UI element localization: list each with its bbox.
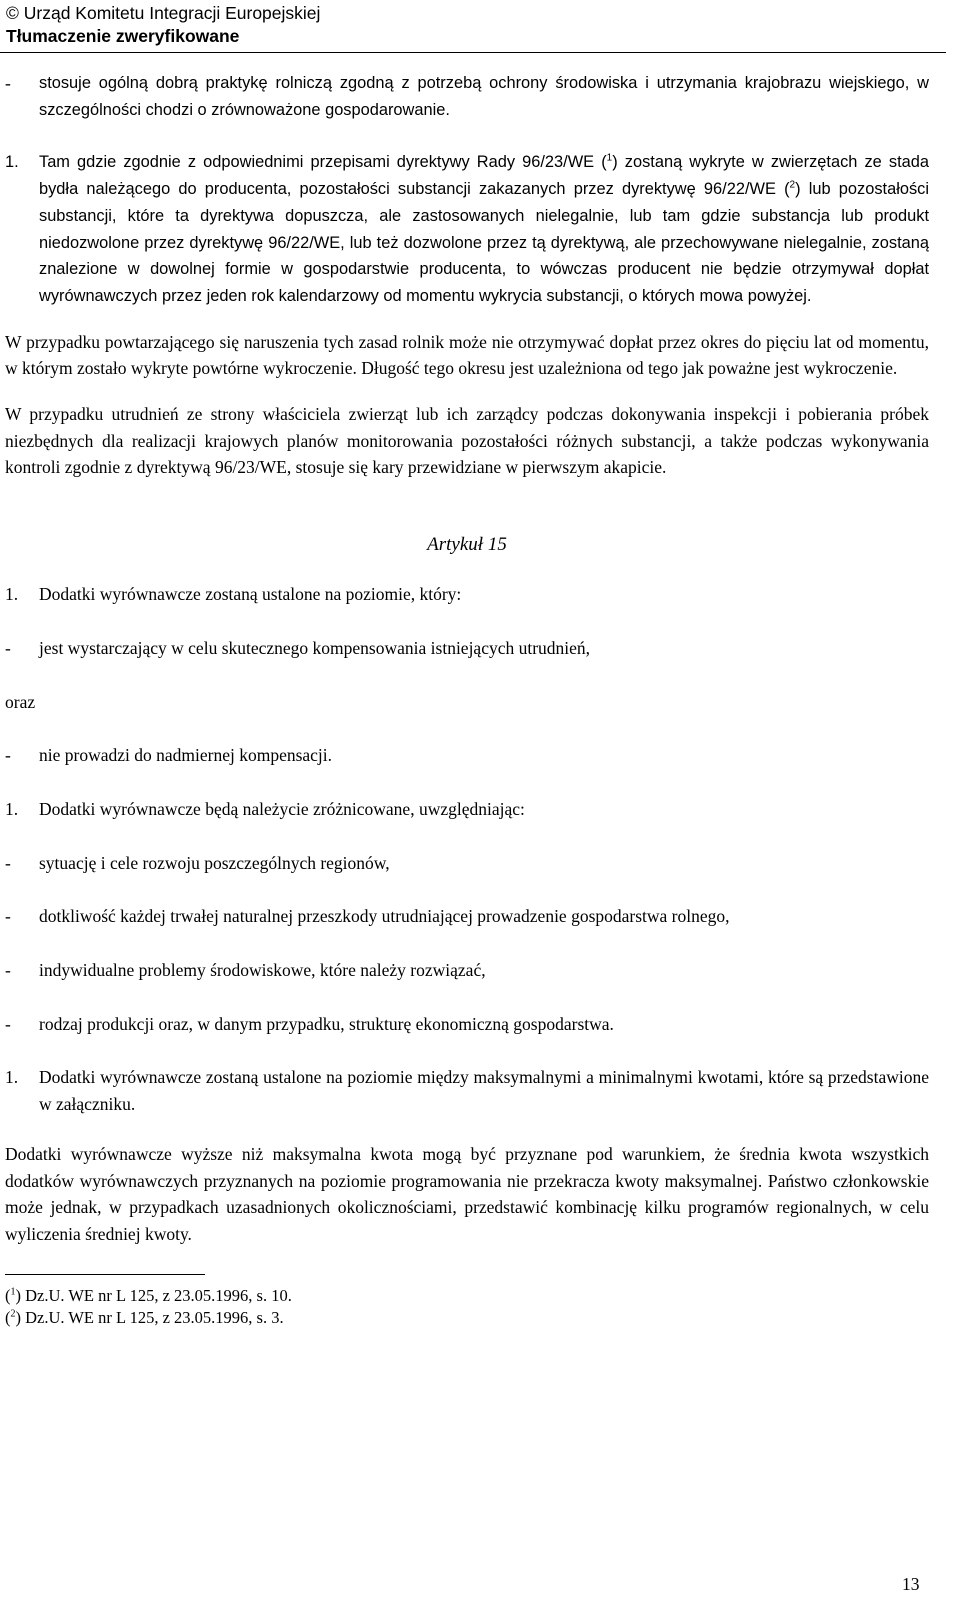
bullet-marker: - [5,1013,11,1034]
bullet-marker: - [5,852,11,873]
numbered-item [5,796,929,823]
footnote-2 [5,1307,929,1329]
header-rule [0,52,946,53]
bullet-item [5,957,929,984]
numbered-item [5,581,929,608]
bullet-text: jest wystarczający w celu skutecznego kompensowania istniejących utrudnień, [39,637,591,658]
number-marker: 1. [5,798,19,819]
document-body [5,70,929,1329]
page-header [6,2,320,48]
paragraph: Dodatki wyrównawcze wyższe niż maksymalna kwota mogą być przyznane pod warunkiem, że średnia kwota wszystkich dodatków wyrównawczych przyznanych na poziomie programowania nie przekracza kwoty maksymalnej. Państwo członkowskie może jednak, w przypadkach uzasadnionych okolicznościami, przedstawić kombinację kilku programów regionalnych, w celu wyliczenia średniej kwoty. [5,1143,929,1244]
footnote-text: ) Dz.U. WE nr L 125, z 23.05.1996, s. 10. [15,1285,292,1305]
bullet-item [5,635,929,662]
header-verification: Tłumaczenie zweryfikowane [6,26,240,46]
footnote-paren: ( [5,1285,11,1305]
footnote-number: 2 [10,1308,16,1320]
bullet-marker: - [5,637,11,658]
text-run: ) lub pozostałości substancji, które ta dyrektywa dopuszcza, ale zastosowanych nielegalnie, lub tam gdzie substancja lub produkt niedozwolone przez dyrektywę 96/22/WE, lub też dozwolone przez tą dyrektywą, ale przechowywane nielegalnie, zostaną znalezione w dowolnej formie w gospodarstwie producenta, to wówczas producent nie będzie otrzymywał dopłat wyrównawczych przez jeden rok kalendarzowy od momentu wykrycia substancji, o których mowa powyżej. [39,180,929,305]
bullet-text: rodzaj produkcji oraz, w danym przypadku, strukturę ekonomiczną gospodarstwa. [39,1013,614,1034]
text-run: Tam gdzie zgodnie z odpowiednimi przepisami dyrektywy Rady 96/23/WE ( [39,153,607,172]
bullet-marker: - [5,73,11,93]
paragraph: W przypadku utrudnień ze strony właściciela zwierząt lub ich zarządcy podczas dokonywania inspekcji i pobierania próbek niezbędnych dla realizacji krajowych planów monitorowania pozostałości różnych substancji, a także podczas wykonywania kontroli zgodnie z dyrektywą 96/23/WE, stosuje się kary przewidziane w pierwszym akapicie. [5,404,929,478]
bullet-marker: - [5,745,11,766]
bullet-text: indywidualne problemy środowiskowe, które należy rozwiązać, [39,960,486,981]
text-run: ) zostaną wykryte w zwierzętach ze stada bydła należącego do producenta, pozostałości substancji zakazanych przez dyrektywę 96/22/WE ( [39,153,929,199]
item-text: Dodatki wyrównawcze zostaną ustalone na poziomie, który: [39,584,462,605]
bullet-item [5,850,929,877]
bullet-item [5,1011,929,1038]
paragraph-text [39,149,929,309]
bullet-marker: - [5,906,11,927]
item-text: Dodatki wyrównawcze zostaną ustalone na poziomie między maksymalnymi a minimalnymi kwotami, które są przedstawione w załączniku. [39,1067,929,1115]
bullet-text: nie prowadzi do nadmiernej kompensacji. [39,745,333,766]
bullet-text: stosuje ogólną dobrą praktykę rolniczą zgodną z potrzebą ochrony środowiska i utrzymania krajobrazu wiejskiego, w szczególności chodzi o zrównoważone gospodarowanie. [39,74,929,119]
footnote-ref-1: 1 [606,152,613,164]
paragraph: W przypadku powtarzającego się naruszenia tych zasad rolnik może nie otrzymywać dopłat przez okres do pięciu lat od momentu, w którym zostało wykryte powtórne wykroczenie. Długość tego okresu jest uzależniona od tego jak poważne jest wykroczenie. [5,331,929,379]
number-marker: 1. [5,153,19,172]
footnote-rule [5,1274,205,1275]
page-number: 13 [902,1574,920,1594]
footnote-paren: ( [5,1307,11,1327]
numbered-item [5,1064,929,1117]
bullet-item [5,742,929,769]
bullet-item [5,903,929,930]
conjunction-text: oraz [5,691,36,712]
footnote-ref-2: 2 [789,179,796,191]
numbered-paragraph [5,149,929,309]
footnote-number: 1 [10,1286,16,1298]
number-marker: 1. [5,584,19,605]
article-heading: Artykuł 15 [427,534,507,556]
bullet-marker: - [5,960,11,981]
bullet-text: sytuację i cele rozwoju poszczególnych regionów, [39,852,390,873]
footnote-text: ) Dz.U. WE nr L 125, z 23.05.1996, s. 3. [15,1307,284,1327]
footnote-1 [5,1285,929,1307]
item-text: Dodatki wyrównawcze będą należycie zróżnicowane, uwzględniając: [39,798,525,819]
bullet-text: dotkliwość każdej trwałej naturalnej przeszkody utrudniającej prowadzenie gospodarstwa rolnego, [39,906,730,927]
number-marker: 1. [5,1067,19,1088]
bullet-item [5,70,929,123]
header-copyright: © Urząd Komitetu Integracji Europejskiej [6,3,321,23]
